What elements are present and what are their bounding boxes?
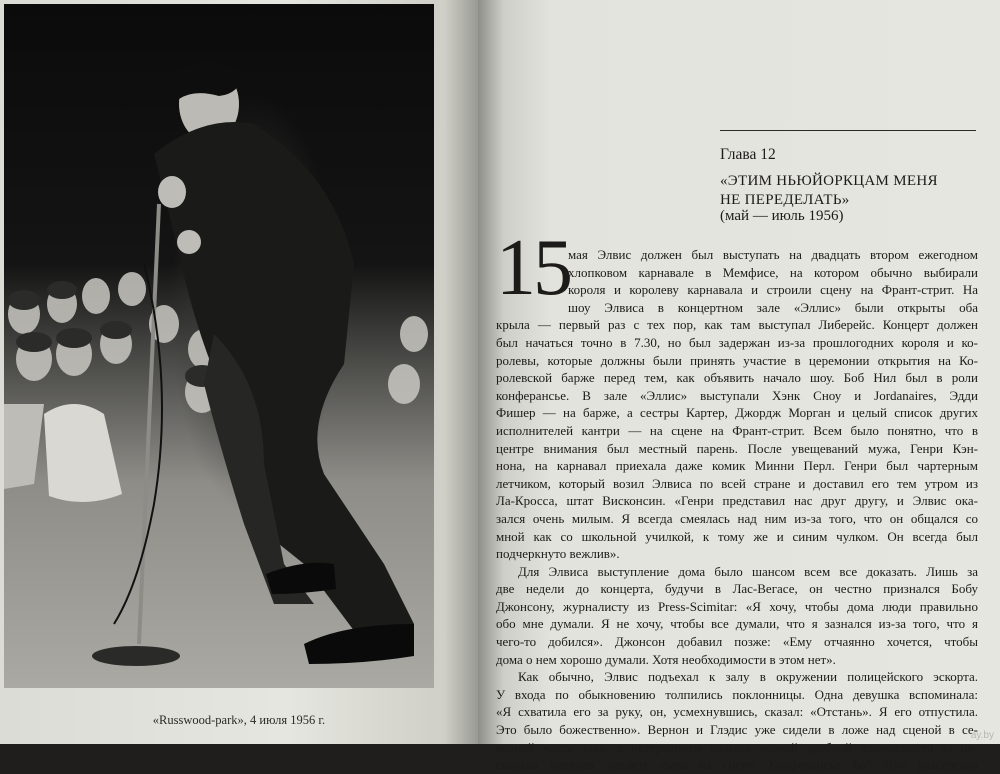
text-line: Фишер — на барже, а сестры Картер, Джордж Морган и целый список других [496, 405, 978, 421]
drop-cap: 15 [496, 224, 570, 312]
text-line: Это было божественно». Вернон и Глэдис уже сидели в ложе над сценой в се- [496, 722, 978, 738]
text-line: ролевы, которые должны были принять участие в церемонии открытия на Ко- [496, 352, 978, 368]
text-line: центре внимания был местный парень. После увещеваний мужа, Генри Кэн- [496, 440, 978, 456]
text-line: летчиком, который возил Элвиса по всей стране и доставил его тем утром из [496, 475, 978, 491]
chapter-title-line-1: «ЭТИМ НЬЮЙОРКЦАМ МЕНЯ [720, 173, 938, 189]
text-line: исполнителей кантри — на сцене на Франт-стрит. Всем было понятно, что в [496, 422, 978, 438]
text-line: сколько месяцев увидеть сына на сцене. Конферансье Боб Нил разогревал [496, 757, 978, 773]
text-line: был начаться точно в 7.30, но был задержан из-за прошлогодних короля и ко- [496, 334, 978, 350]
text-line: ролевской барже перед тем, как объявить начало шоу. Боб Нил был в роли [496, 370, 978, 386]
text-line: мая Элвис должен был выступать на двадцать втором ежегодном [568, 247, 978, 262]
text-line: две недели до концерта, будучи в Лас-Вегасе, он честно признался Бобу [496, 581, 978, 597]
text-line: Ла-Кросса, штат Висконсин. «Генри представил нас друг другу, и Элвис ока- [496, 493, 978, 509]
text-line: мной как со школьной училкой, к тому же и синим чулком. Он всегда был [496, 528, 978, 544]
watermark: ay.by [970, 730, 994, 741]
concert-photograph [4, 4, 434, 688]
text-line: дома о нем хорошо думали. Хотя необходимости в этом нет». [496, 651, 836, 667]
text-line: У входа по обыкновению толпились поклонницы. Одна девушка вспоминала: [496, 686, 978, 702]
text-line: шоу Элвиса в концертном зале «Эллис» были открыты оба [568, 299, 978, 315]
chapter-dates: (май — июль 1956) [720, 208, 844, 224]
text-line: конферансье. В зале «Эллис» выступали Хэнк Сноу и Jordanaires, Эдди [496, 387, 978, 403]
text-line: обо мне думали. Я не хочу, чтобы все думали, что я зазнался из-за того, что я [496, 616, 978, 632]
chapter-rule [720, 130, 976, 131]
text-line: Как обычно, Элвис подъехал к залу в окружении полицейского эскорта. [518, 669, 978, 685]
text-line: короля и королеву карнавала и строили сцену на Франт-стрит. На [568, 282, 978, 298]
text-line: Джонсону, журналисту из Press-Scimitar: «Я хочу, чтобы дома люди правильно [496, 598, 978, 614]
text-line: «Я схватила его за руку, он, усмехнувшись, сказал: «Отстань». Я его отпустила. [496, 704, 978, 720]
text-line: Для Элвиса выступление дома было шансом всем все доказать. Лишь за [518, 563, 978, 579]
text-line: подчеркнуто вежлив». [496, 546, 620, 562]
text-line: хлопковом карнавале в Мемфисе, на котором обычно выбирали [568, 264, 978, 280]
chapter-title-line-2: НЕ ПЕРЕДЕЛАТЬ» [720, 192, 850, 208]
text-line: нона, на карнавал приехала даже комик Минни Перл. Генри был чартерным [496, 458, 978, 474]
text-line: чего-то добился». Джонсон добавил позже: «Ему отчаянно хочется, чтобы [496, 634, 978, 650]
right-page [478, 0, 1000, 773]
photo-caption: «Russwood-park», 4 июля 1956 г. [152, 713, 326, 727]
body-text [496, 246, 978, 774]
left-page [0, 0, 478, 744]
photo-illustration [4, 4, 434, 688]
chapter-label: Глава 12 [720, 146, 776, 163]
chapter-title [720, 172, 990, 210]
text-line: верной части зала, с нетерпением ожидая первой удобной возможности за не- [496, 739, 978, 755]
text-line: крыла — первый раз с тех пор, как там выступал Либерейс. Концерт должен [496, 317, 978, 333]
text-line: зался очень милым. Я всегда смеялась над ним из-за того, что он общался со [496, 510, 978, 526]
